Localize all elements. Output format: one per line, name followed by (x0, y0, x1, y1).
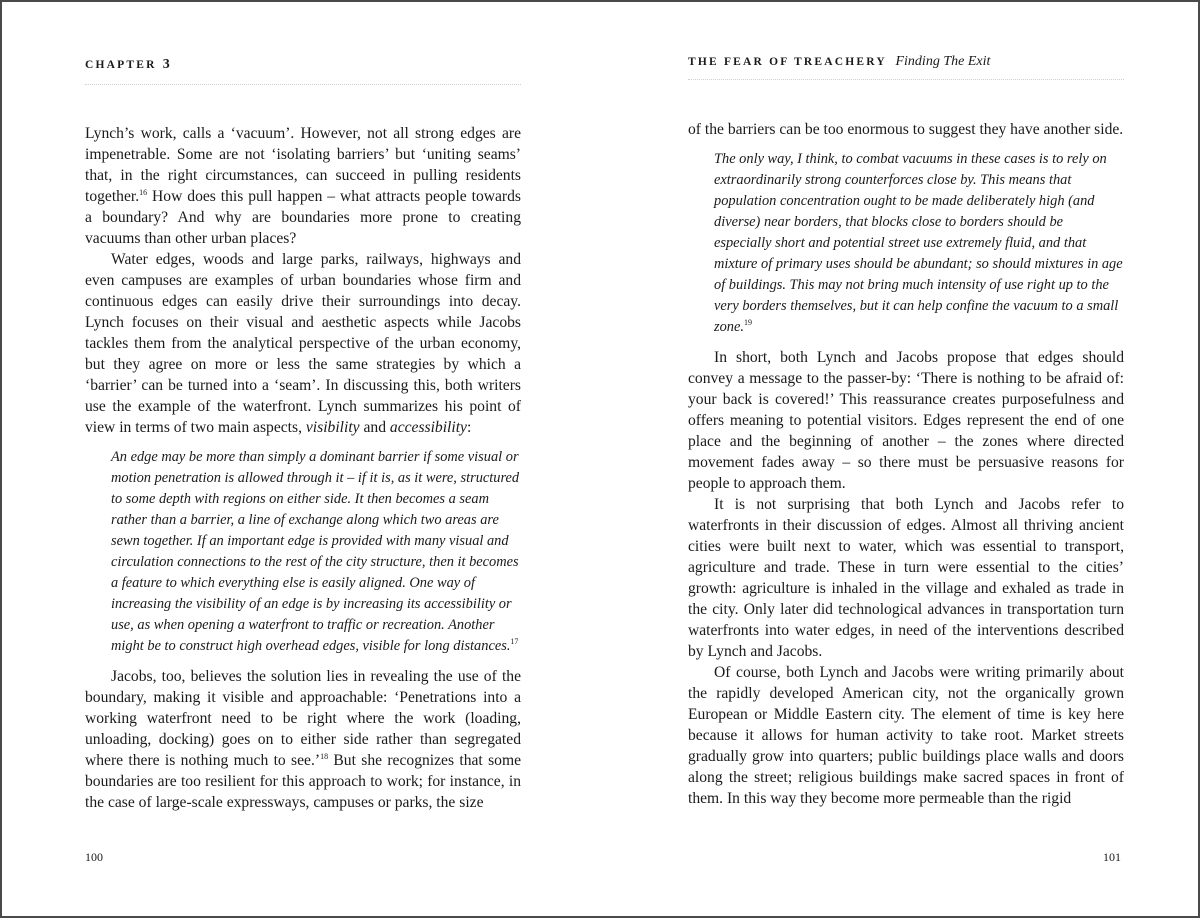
paragraph: Lynch’s work, calls a ‘vacuum’. However, not all strong edges are impenetrable. Some are not ‘isolating barriers’ but ‘uniting seams’ that, in the right circumstances, can succeed in pulling residents together.$^{16}$ How does this pull happen – what attracts people towards a boundary? And why are boundaries more prone to creating vacuums than other urban places? (85, 125, 521, 247)
left-page (2, 2, 602, 916)
page-number: 100 (85, 850, 103, 864)
paragraph: In short, both Lynch and Jacobs propose that edges should convey a message to the passer-by: ‘There is nothing to be afraid of: your back is covered!’ This reassurance creates purposefulness and offers meaning to potential visitors. Edges represent the end of one place and the beginning of another – the zones where directed movement fades away – so there must be persuasive reasons for people to approach them. (688, 349, 1124, 492)
chapter-number: 3 (162, 57, 170, 72)
block-quote-jacobs: The only way, I think, to combat vacuums in these cases is to rely on extraordinarily strong counterforces close by. This means that population concentration ought to be made deliberately high (and diverse) near borders, that blocks close to borders should be especially short and potential street use extremely fluid, and that mixture of primary uses should be abundant; so should mixtures in age of buildings. This may not bring much intensity of use right up to the very borders themselves, but it can help confine the vacuum to a small zone.$^{19}$ (714, 151, 1123, 335)
chapter-title: Finding The Exit (895, 54, 991, 69)
block-quote-lynch: An edge may be more than simply a dominant barrier if some visual or motion penetration is allowed through it – if it is, as it were, structured to some depth with regions on either side. It then becomes a seam rather than a barrier, a line of exchange along which two areas are sewn together. If an important edge is provided with many visual and circulation connections to the rest of the city structure, then it becomes a feature to which everything else is easily aligned. One way of increasing the visibility of an edge is by increasing its accessibility or use, as when opening a waterfront to traffic or recreation. Another might be to construct high overhead edges, visible for long distances.$^{17}$ (111, 449, 520, 654)
paragraph: of the barriers can be too enormous to suggest they have another side. (688, 121, 1124, 138)
emphasis-term: accessibility (389, 419, 467, 436)
running-head-chapter (85, 57, 170, 73)
footnote-reference: 18 (320, 752, 329, 761)
right-page (602, 2, 1200, 916)
part-title: THE FEAR OF TREACHERY (688, 56, 887, 68)
paragraph: It is not surprising that both Lynch and Jacobs refer to waterfronts in their discussion of edges. Almost all thriving ancient cities were built next to water, which was essential to transport, agriculture and trade. These in turn were essential to the cities’ growth: agriculture is inhaled in the village and exhaled as trade in the city. Only later did technological advances in transportation turn waterfronts into water edges, in need of the interventions described by Lynch and Jacobs. (688, 496, 1124, 660)
emphasis-term: visibility (305, 419, 360, 436)
footnote-reference: 17 (510, 637, 519, 646)
paragraph: Jacobs, too, believes the solution lies in revealing the use of the boundary, making it visible and approachable: ‘Penetrations into a working waterfront need to be right where the work (loading, unloading, docking) goes on to either side rather than segregated where there is nothing much to see.’$^{18}$ But she recognizes that some boundaries are too resilient for this approach to work; for instance, in the case of large-scale expressways, campuses or parks, the size (85, 668, 521, 811)
page-number: 101 (1103, 850, 1121, 864)
book-spread (2, 2, 1198, 916)
header-rule (688, 79, 1124, 80)
running-head-section (688, 54, 990, 70)
left-body-text (85, 123, 521, 813)
paragraph: Of course, both Lynch and Jacobs were writing primarily about the rapidly developed American city, not the organically grown European or Middle Eastern city. The element of time is key here because it allows for human activity to take root. Market streets gradually grow into quarters; public buildings place walls and doors along the street; religious buildings make sacred spaces in front of them. In this way they become more permeable than the rigid (688, 664, 1124, 807)
paragraph: Water edges, woods and large parks, railways, highways and even campuses are examples of urban boundaries whose firm and continuous edges can easily drive their surroundings into decay. Lynch focuses on their visual and aesthetic aspects while Jacobs tackles them from the analytical perspective of the urban economy, but they agree on more or less the same strategies by which a ‘barrier’ can be turned into a ‘seam’. In discussing this, both writers use the example of the waterfront. Lynch summarizes his point of view in terms of two main aspects, visibility and accessibility: (85, 251, 521, 436)
footnote-reference: 19 (743, 318, 752, 327)
chapter-label: CHAPTER (85, 59, 157, 71)
right-body-text (688, 119, 1124, 809)
footnote-reference: 16 (139, 188, 148, 197)
header-rule (85, 84, 521, 85)
